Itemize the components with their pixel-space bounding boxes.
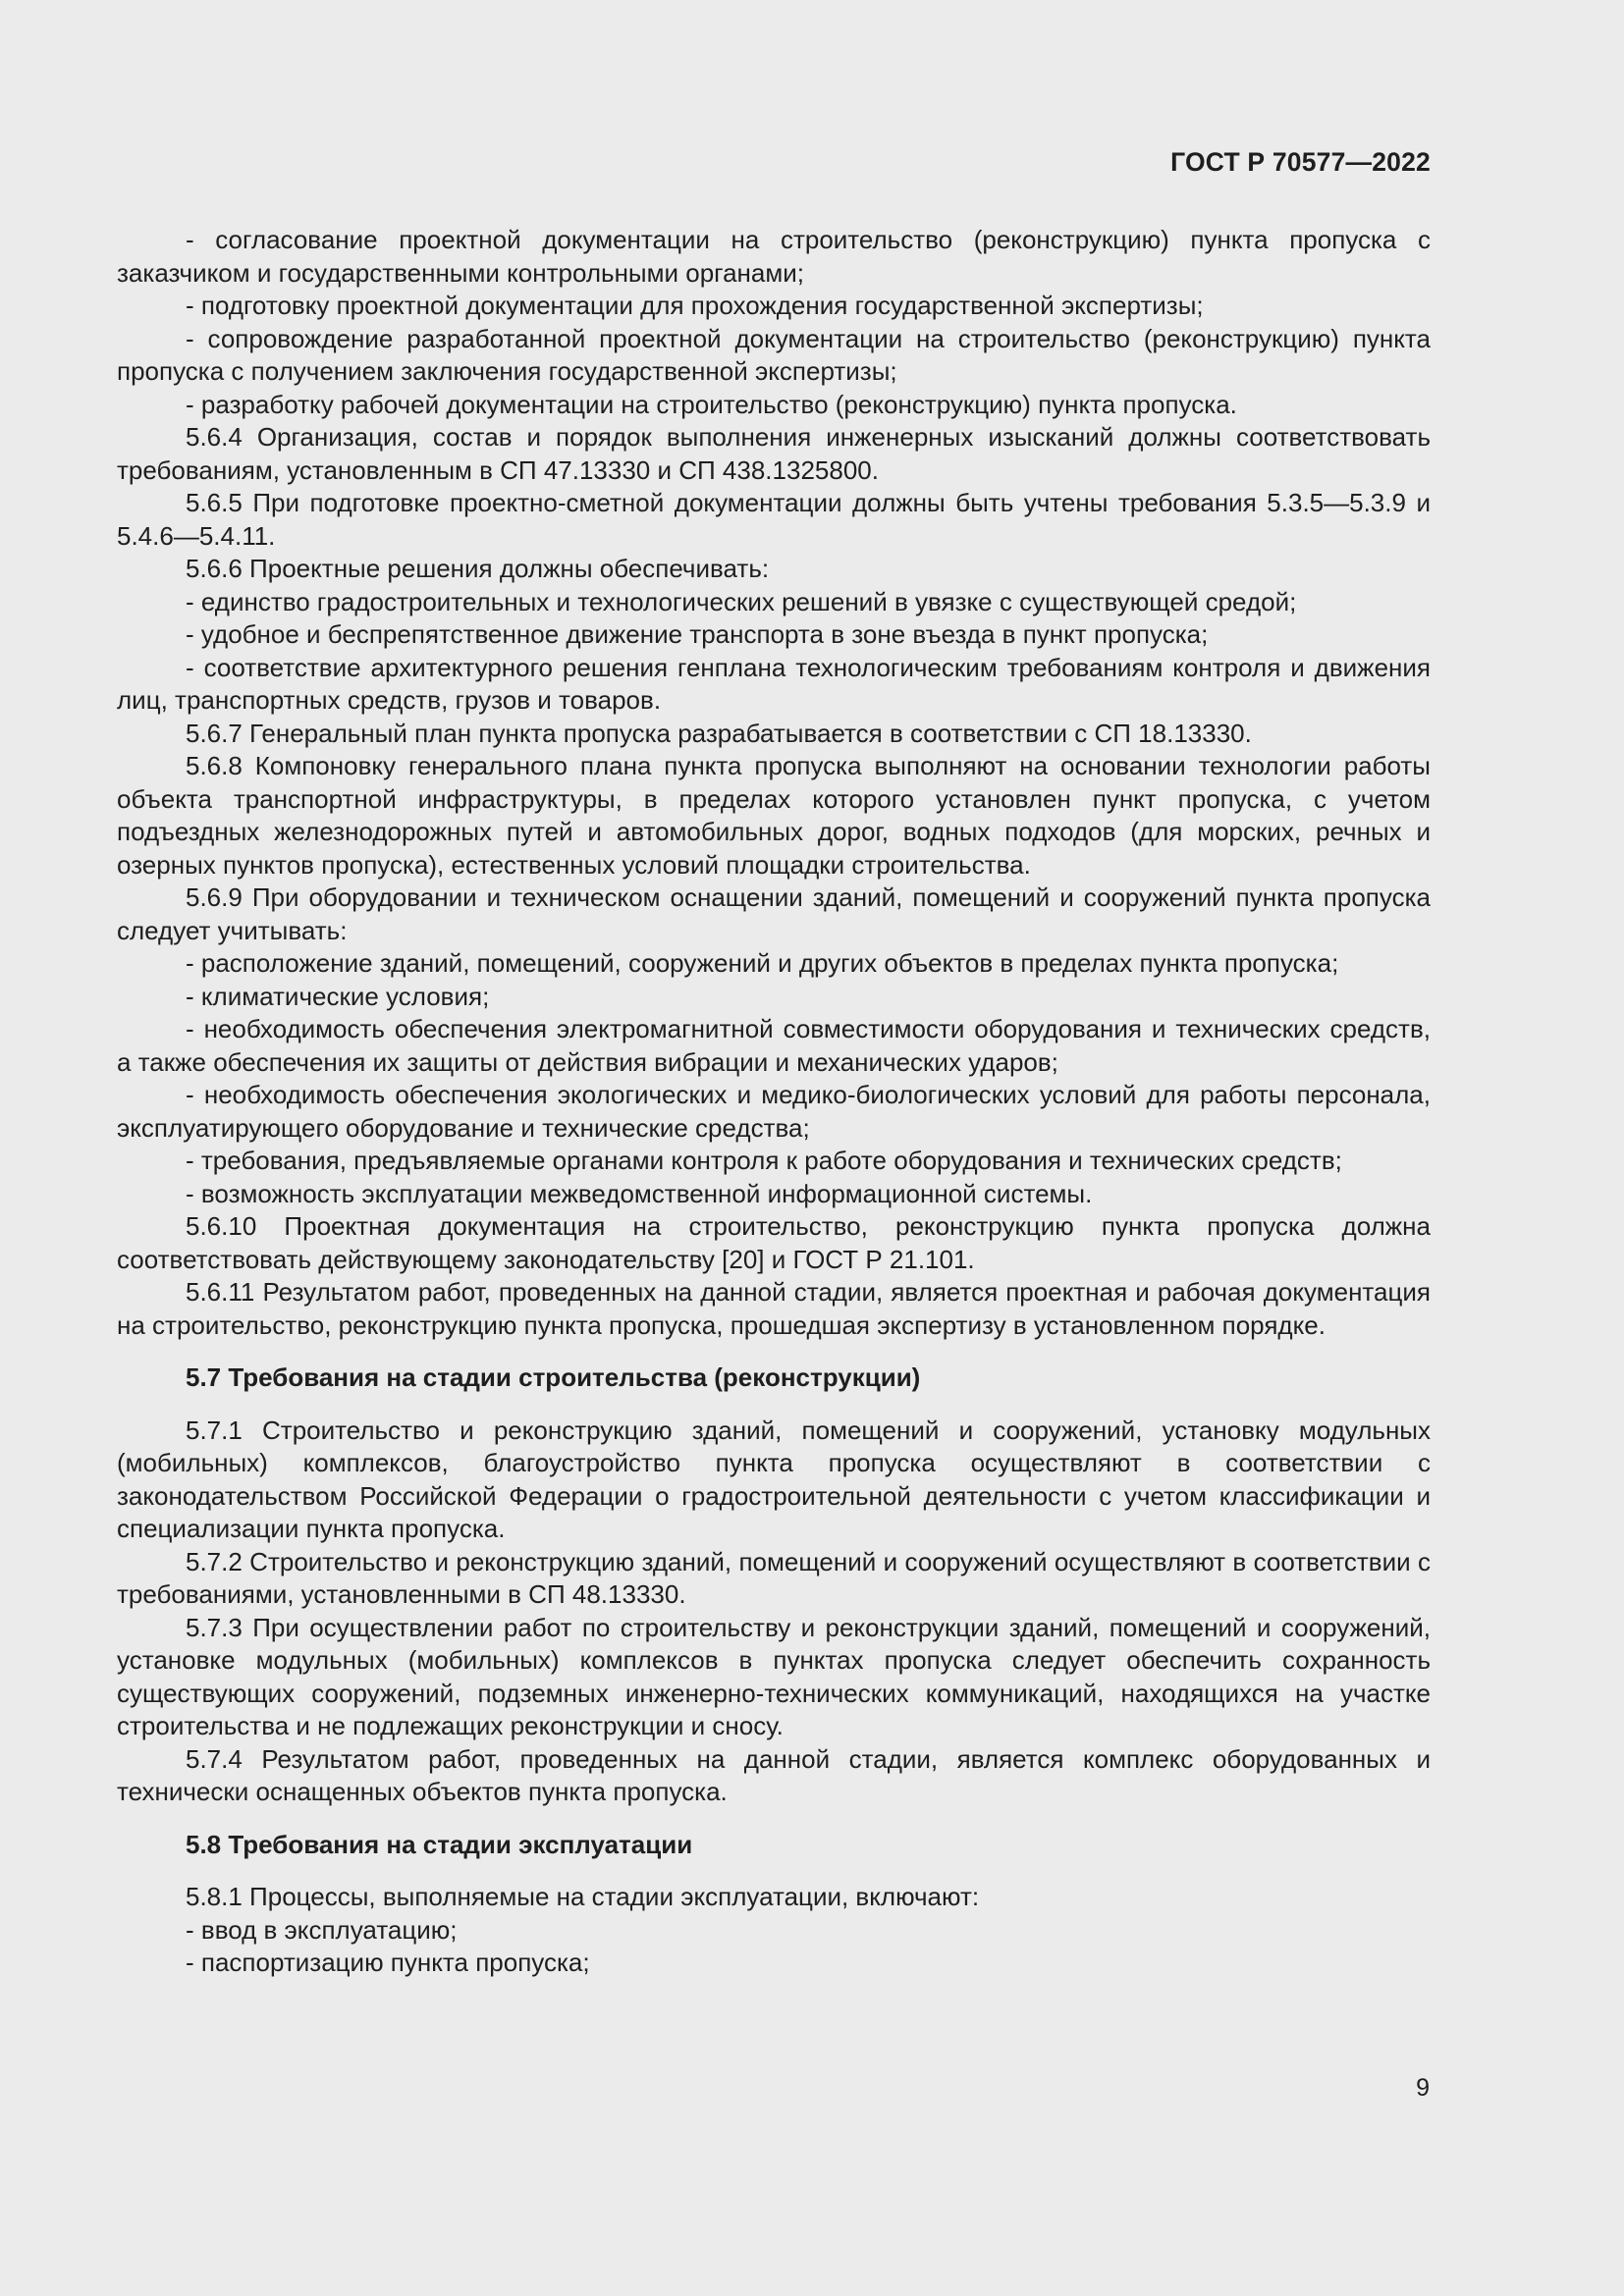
list-item: - расположение зданий, помещений, сооружений и других объектов в пределах пункта пропуска; xyxy=(186,948,1339,978)
clause-5-6-10: 5.6.10 Проектная документация на строительство, реконструкцию пункта пропуска должна соответствовать действующему законодательству [20] и ГОСТ Р 21.101. xyxy=(117,1211,1431,1274)
clause-5-6-8: 5.6.8 Компоновку генерального плана пункта пропуска выполняют на основании технологии работы объекта транспортной инфраструктуры, в пределах которого установлен пункт пропуска, с учетом подъездных железнодорожных путей и автомобильных дорог, водных подходов (для морских, речных и озерных пунктов пропуска), естественных условий площадки строительства. xyxy=(117,751,1431,880)
clause-5-6-7: 5.6.7 Генеральный план пункта пропуска разрабатывается в соответствии с СП 18.13330. xyxy=(186,718,1252,748)
list-item: - согласование проектной документации на строительство (реконструкцию) пункта пропуска с заказчиком и государственными контрольными органами; xyxy=(117,225,1431,288)
standard-code-header: ГОСТ Р 70577—2022 xyxy=(1170,147,1431,177)
list-item: - климатические условия; xyxy=(186,981,490,1011)
list-item: - сопровождение разработанной проектной документации на строительство (реконструкцию) пункта пропуска с получением заключения государственной экспертизы; xyxy=(117,323,1431,386)
clause-5-7-3: 5.7.3 При осуществлении работ по строительству и реконструкции зданий, помещений и сооружений, установке модульных (мобильных) комплексов в пунктах пропуска следует обеспечить сохранность существующих сооружений, подземных инженерно-технических коммуникаций, находящихся на участке строительства и не подлежащих реконструкции и сносу. xyxy=(117,1612,1431,1740)
list-item: - возможность эксплуатации межведомственной информационной системы. xyxy=(186,1178,1093,1208)
list-item: - необходимость обеспечения экологических и медико-биологических условий для работы персонала, эксплуатирующего оборудование и технические средства; xyxy=(117,1080,1431,1143)
page-number: 9 xyxy=(1416,2074,1430,2102)
list-item: - подготовку проектной документации для прохождения государственной экспертизы; xyxy=(186,291,1204,320)
clause-5-6-5: 5.6.5 При подготовке проектно-сметной документации должны быть учтены требования 5.3.5—5.3.9 и 5.4.6—5.4.11. xyxy=(117,488,1431,551)
list-item: - разработку рабочей документации на строительство (реконструкцию) пункта пропуска. xyxy=(186,389,1237,419)
clause-5-6-6: 5.6.6 Проектные решения должны обеспечивать: xyxy=(186,554,770,583)
section-heading-5-8: 5.8 Требования на стадии эксплуатации xyxy=(186,1829,693,1859)
section-heading-5-7: 5.7 Требования на стадии строительства (реконструкции) xyxy=(186,1362,921,1392)
list-item: - соответствие архитектурного решения генплана технологическим требованиям контроля и движения лиц, транспортных средств, грузов и товаров. xyxy=(117,652,1431,715)
clause-5-6-9: 5.6.9 При оборудовании и техническом оснащении зданий, помещений и сооружений пункта пропуска следует учитывать: xyxy=(117,882,1431,945)
list-item: - удобное и беспрепятственное движение транспорта в зоне въезда в пункт пропуска; xyxy=(186,619,1209,649)
clause-5-7-1: 5.7.1 Строительство и реконструкцию зданий, помещений и сооружений, установку модульных (мобильных) комплексов, благоустройство пункта пропуска осуществляют в соответствии с законодательством Российской Федерации о градостроительной деятельности с учетом классификации и специализации пункта пропуска. xyxy=(117,1415,1431,1543)
clause-5-6-4: 5.6.4 Организация, состав и порядок выполнения инженерных изысканий должны соответствовать требованиям, установленным в СП 47.13330 и СП 438.1325800. xyxy=(117,422,1431,485)
list-item: - необходимость обеспечения электромагнитной совместимости оборудования и технических средств, а также обеспечения их защиты от действия вибрации и механических ударов; xyxy=(117,1014,1431,1077)
clause-5-8-1: 5.8.1 Процессы, выполняемые на стадии эксплуатации, включают: xyxy=(186,1882,980,1911)
list-item: - ввод в эксплуатацию; xyxy=(186,1914,458,1945)
list-item: - единство градостроительных и технологических решений в увязке с существующей средой; xyxy=(186,586,1297,616)
list-item: - паспортизацию пункта пропуска; xyxy=(186,1948,590,1977)
clause-5-7-4: 5.7.4 Результатом работ, проведенных на данной стадии, является комплекс оборудованных и технически оснащенных объектов пункта пропуска. xyxy=(117,1743,1431,1806)
list-item: - требования, предъявляемые органами контроля к работе оборудования и технических средств; xyxy=(186,1146,1342,1175)
document-body xyxy=(117,224,1431,1980)
clause-5-7-2: 5.7.2 Строительство и реконструкцию зданий, помещений и сооружений осуществляют в соответствии с требованиями, установленными в СП 48.13330. xyxy=(117,1546,1431,1609)
clause-5-6-11: 5.6.11 Результатом работ, проведенных на данной стадии, является проектная и рабочая документация на строительство, реконструкцию пункта пропуска, прошедшая экспертизу в установленном порядке. xyxy=(117,1277,1431,1340)
